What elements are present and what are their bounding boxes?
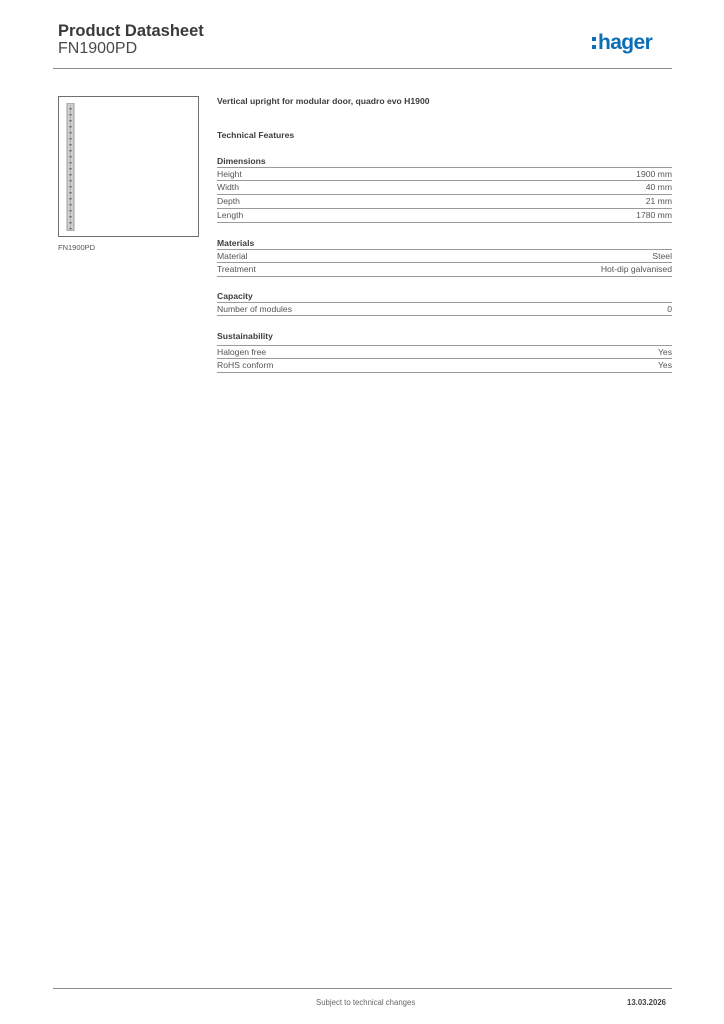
spec-row — [217, 167, 672, 181]
section-title-sustainability: Sustainability — [217, 331, 273, 341]
footer-note: Subject to technical changes — [316, 998, 416, 1007]
upright-hole — [69, 210, 71, 211]
upright-hole — [69, 150, 71, 151]
spec-value: 1780 mm — [636, 210, 672, 220]
technical-features-heading: Technical Features — [217, 130, 295, 140]
spec-value: 1900 mm — [636, 169, 672, 179]
upright-hole — [69, 114, 71, 115]
product-description: Vertical upright for modular door, quadro evo H1900 — [217, 96, 430, 106]
spec-row — [217, 263, 672, 277]
spec-value: 40 mm — [645, 182, 672, 192]
footer-date: 13.03.2026 — [627, 998, 667, 1007]
spec-label: RoHS conform — [217, 360, 274, 370]
upright-hole — [69, 138, 71, 139]
spec-value: Steel — [652, 251, 672, 261]
spec-row — [217, 359, 672, 373]
upright-hole — [69, 198, 71, 199]
upright-hole — [69, 120, 71, 121]
section-title-capacity: Capacity — [217, 291, 253, 301]
spec-label: Width — [217, 182, 239, 192]
spec-row — [217, 209, 672, 223]
spec-label: Halogen free — [217, 347, 267, 357]
hager-logo — [592, 28, 676, 56]
spec-value: Yes — [657, 360, 672, 370]
spec-value: 21 mm — [645, 196, 672, 206]
upright-hole — [69, 126, 71, 127]
spec-label: Depth — [217, 196, 240, 206]
spec-label: Material — [217, 251, 248, 261]
upright-hole — [69, 108, 71, 109]
upright-hole — [69, 132, 71, 133]
spec-value: 0 — [667, 304, 672, 314]
upright-hole — [69, 204, 71, 205]
spec-value: Hot-dip galvanised — [600, 264, 672, 274]
vertical-upright-image — [66, 103, 76, 231]
upright-hole — [69, 180, 71, 181]
upright-hole — [69, 144, 71, 145]
spec-row — [217, 345, 672, 359]
upright-hole — [69, 192, 71, 193]
image-caption: FN1900PD — [58, 243, 96, 252]
spec-label: Treatment — [217, 264, 256, 274]
spec-label: Number of modules — [217, 304, 292, 314]
spec-value: Yes — [657, 347, 672, 357]
upright-hole — [69, 186, 71, 187]
upright-hole — [69, 174, 71, 175]
product-image-frame — [58, 96, 199, 237]
section-title-dimensions: Dimensions — [217, 156, 266, 166]
section-title-materials: Materials — [217, 238, 255, 248]
brand-wordmark: hager — [598, 31, 653, 54]
spec-label: Length — [217, 210, 244, 220]
spec-row — [217, 302, 672, 316]
upright-hole — [69, 228, 71, 229]
spec-label: Height — [217, 169, 242, 179]
upright-hole — [69, 156, 71, 157]
upright-hole — [69, 216, 71, 217]
page-title: Product Datasheet — [58, 22, 204, 40]
spec-row — [217, 195, 672, 209]
upright-hole — [69, 162, 71, 163]
header-divider — [53, 68, 672, 69]
spec-row — [217, 181, 672, 195]
upright-hole — [69, 168, 71, 169]
spec-row — [217, 249, 672, 263]
footer-divider — [53, 988, 672, 989]
upright-hole — [69, 222, 71, 223]
product-code: FN1900PD — [58, 40, 138, 57]
